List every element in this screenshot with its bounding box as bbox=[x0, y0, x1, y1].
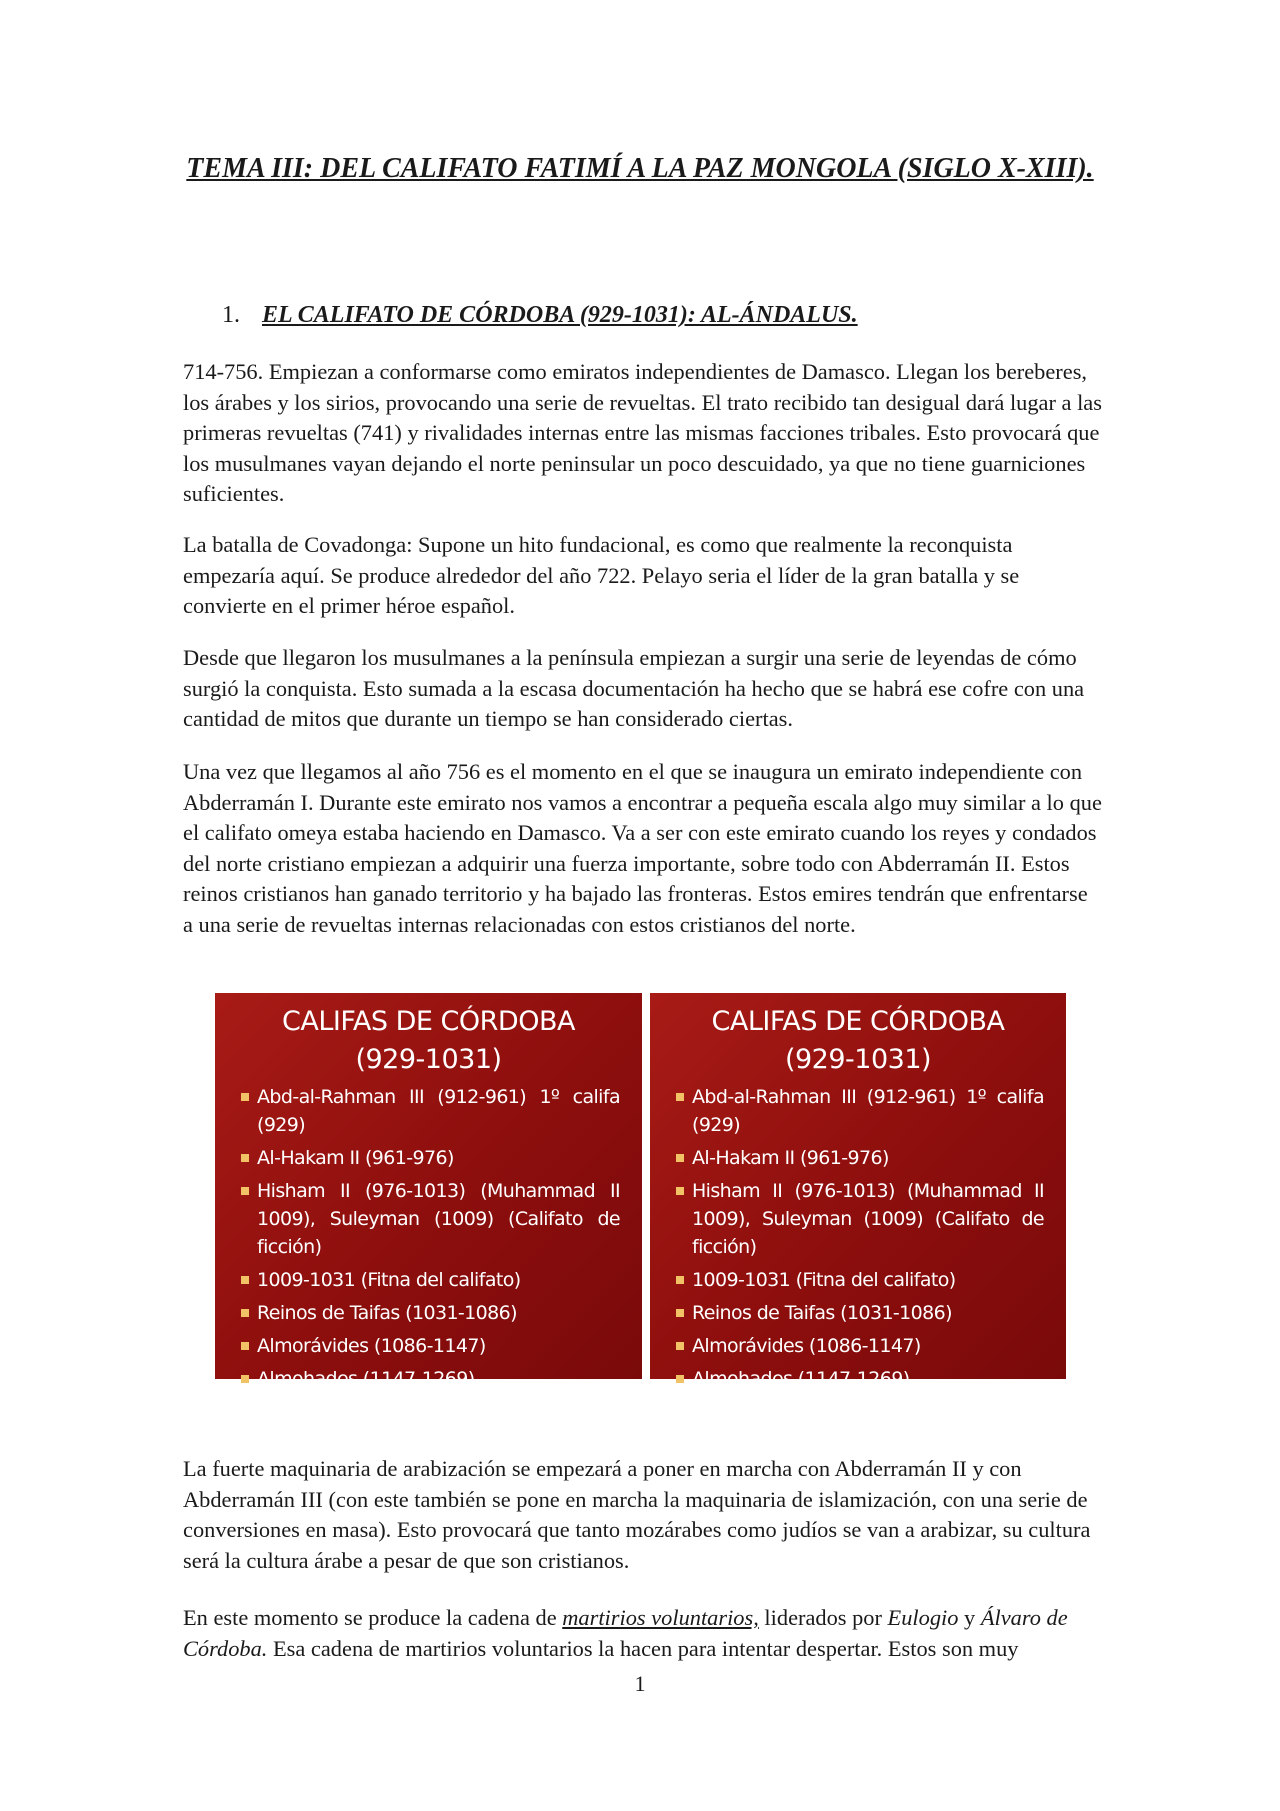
square-bullet-icon bbox=[241, 1154, 249, 1162]
square-bullet-icon bbox=[241, 1276, 249, 1284]
slide-item-text: 1009-1031 (Fitna del califato) bbox=[257, 1269, 521, 1291]
slide-list-item bbox=[676, 1299, 1044, 1327]
eulogio-name: Eulogio bbox=[887, 1605, 959, 1630]
alvaro-de-cordoba-name: Álvaro de Córdoba. bbox=[183, 1605, 1068, 1661]
square-bullet-icon bbox=[676, 1093, 684, 1101]
paragraph-1: 714-756. Empiezan a conformarse como emiratos independientes de Damasco. Llegan los bereberes, los árabes y los sirios, provocando una serie de revueltas. El trato recibido tan desigual dará lugar a las primeras revueltas (741) y rivalidades internas entre las mismas facciones tribales. Esto provocará que los musulmanes vayan dejando el norte peninsular un poco descuidado, ya que no tiene guarniciones suficientes. bbox=[183, 359, 1102, 506]
slide-list-item bbox=[241, 1177, 620, 1261]
slide-item-text: Al-Hakam II (961-976) bbox=[257, 1147, 454, 1169]
slide-item-text: Hisham II (976-1013) (Muhammad II 1009), Suleyman (1009) (Califato de ficción) bbox=[692, 1180, 1044, 1258]
square-bullet-icon bbox=[241, 1093, 249, 1101]
slide-item-text: Al-Hakam II (961-976) bbox=[692, 1147, 889, 1169]
slide-image-left bbox=[215, 993, 642, 1390]
paragraph-3: Desde que llegaron los musulmanes a la península empiezan a surgir una serie de leyendas de cómo surgió la conquista. Esto sumada a la escasa documentación ha hecho que se habrá ese cofre con una cantidad de mitos que durante un tiempo se han considerado ciertas. bbox=[183, 645, 1085, 731]
document-title: TEMA III: DEL CALIFATO FATIMÍ A LA PAZ MONGOLA (SIGLO X-XIII). bbox=[186, 153, 1094, 184]
slide-list-item bbox=[676, 1177, 1044, 1261]
slide-item-text: Abd-al-Rahman III (912-961) 1º califa (929) bbox=[692, 1086, 1044, 1136]
slide-list bbox=[241, 1083, 620, 1398]
paragraph-6 bbox=[183, 1603, 1103, 1664]
section-heading bbox=[222, 302, 858, 329]
slide-item-text: Almohades (1147-1269) bbox=[692, 1368, 910, 1390]
slide-list-item bbox=[241, 1266, 620, 1294]
page-number: 1 bbox=[634, 1671, 646, 1696]
slide-list-item bbox=[241, 1299, 620, 1327]
slide-item-text: 1009-1031 (Fitna del califato) bbox=[692, 1269, 956, 1291]
slide-list bbox=[676, 1083, 1044, 1398]
slide-title-line1: CALIFAS DE CÓRDOBA bbox=[711, 1006, 1005, 1037]
square-bullet-icon bbox=[676, 1276, 684, 1284]
slide-item-text: Reinos de Taifas (1031-1086) bbox=[692, 1302, 952, 1324]
slide-title-line1: CALIFAS DE CÓRDOBA bbox=[282, 1006, 575, 1037]
section-number: 1. bbox=[222, 302, 240, 328]
square-bullet-icon bbox=[676, 1154, 684, 1162]
slide-item-text: Almorávides (1086-1147) bbox=[692, 1335, 921, 1357]
square-bullet-icon bbox=[241, 1342, 249, 1350]
square-bullet-icon bbox=[241, 1375, 249, 1383]
slide-list-item bbox=[676, 1266, 1044, 1294]
slide-list-item bbox=[241, 1144, 620, 1172]
slide-item-text: Almohades (1147-1269) bbox=[257, 1368, 475, 1390]
square-bullet-icon bbox=[676, 1187, 684, 1195]
slide-item-text: Reinos de Taifas (1031-1086) bbox=[257, 1302, 517, 1324]
square-bullet-icon bbox=[676, 1309, 684, 1317]
paragraph-4: Una vez que llegamos al año 756 es el momento en el que se inaugura un emirato independiente con Abderramán I. Durante este emirato nos vamos a encontrar a pequeña escala algo muy similar a lo que el califato omeya estaba haciendo en Damasco. Va a ser con este emirato cuando los reyes y condados del norte cristiano empiezan a adquirir una fuerza importante, sobre todo con Abderramán II. Estos reinos cristianos han ganado territorio y ha bajado las fronteras. Estos emires tendrán que enfrentarse a una serie de revueltas internas relacionadas con estos cristianos del norte. bbox=[183, 759, 1102, 937]
slide-list-item bbox=[676, 1365, 1044, 1393]
slide-list-item bbox=[676, 1083, 1044, 1139]
square-bullet-icon bbox=[241, 1309, 249, 1317]
paragraph-6-text: y bbox=[958, 1605, 981, 1630]
slide-list-item bbox=[241, 1365, 620, 1393]
paragraph-5: La fuerte maquinaria de arabización se empezará a poner en marcha con Abderramán II y con Abderramán III (con este también se pone en marcha la maquinaria de islamización, con una serie de conversiones en masa). Esto provocará que tanto mozárabes como judíos se van a arabizar, su cultura será la cultura árabe a pesar de que son cristianos. bbox=[183, 1456, 1091, 1573]
slide-list-item bbox=[676, 1144, 1044, 1172]
paragraph-2: La batalla de Covadonga: Supone un hito fundacional, es como que realmente la reconquista empezaría aquí. Se produce alrededor del año 722. Pelayo seria el líder de la gran batalla y se convierte en el primer héroe español. bbox=[183, 532, 1020, 618]
paragraph-6-text: Esa cadena de martirios voluntarios la hacen para intentar despertar. Estos son muy bbox=[267, 1635, 1019, 1661]
square-bullet-icon bbox=[676, 1342, 684, 1350]
slide-title bbox=[215, 1003, 642, 1079]
slide-image-right bbox=[650, 993, 1066, 1390]
slide-list-item bbox=[241, 1332, 620, 1360]
slide-list-item bbox=[676, 1332, 1044, 1360]
slide-title bbox=[650, 1003, 1066, 1079]
paragraph-6-text: liderados por bbox=[758, 1605, 888, 1630]
section-title: EL CALIFATO DE CÓRDOBA (929-1031): AL-ÁNDALUS. bbox=[262, 302, 858, 328]
slide-item-text: Hisham II (976-1013) (Muhammad II 1009), Suleyman (1009) (Califato de ficción) bbox=[257, 1180, 620, 1258]
paragraph-6-text: En este momento se produce la cadena de bbox=[183, 1605, 563, 1630]
martirios-voluntarios-term: martirios voluntarios, bbox=[562, 1605, 759, 1630]
slide-title-line2: (929-1031) bbox=[784, 1044, 932, 1075]
square-bullet-icon bbox=[676, 1375, 684, 1383]
slide-title-line2: (929-1031) bbox=[355, 1044, 502, 1075]
square-bullet-icon bbox=[241, 1187, 249, 1195]
slide-item-text: Abd-al-Rahman III (912-961) 1º califa (929) bbox=[257, 1086, 620, 1136]
slide-item-text: Almorávides (1086-1147) bbox=[257, 1335, 486, 1357]
slide-list-item bbox=[241, 1083, 620, 1139]
